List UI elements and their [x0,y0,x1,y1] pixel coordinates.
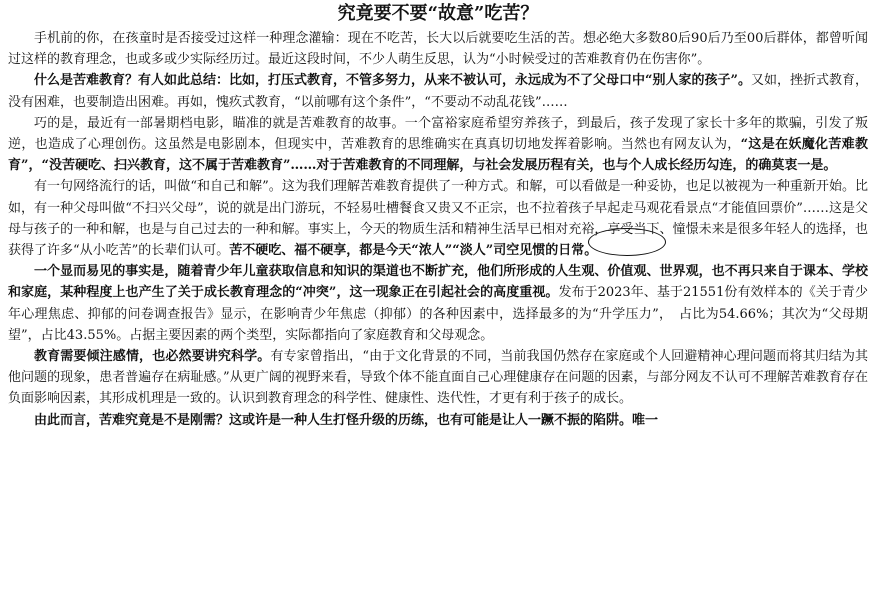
paragraph-1 [8,28,868,70]
paragraph-4-text: 有一句网络流行的话，叫做“和自己和解”。这为我们理解苦难教育提供了一种方式。和解，可以看做是一种妥协，也足以被视为一种重新开始。比如，有一种父母叫做“不扫兴父母”，说的就是出门游玩，不轻易吐槽餐食又贵又不正宗，也不拉着孩子早起走马观花看景点“才能值回票价”……这是父母与孩子的一种和解，也是与自己过去的一种和解。事实上，今天的物质生活和精神生活早已相对充裕，享受当下、憧憬未来是很多年轻人的选择，也获得了许多“从小吃苦”的长辈们认可。 [8,179,868,259]
article-title: 究竟要不要“故意”吃苦？ [337,3,539,24]
paragraph-4 [8,176,868,261]
paragraph-3 [8,113,868,177]
paragraph-5-bold: 一个显而易见的事实是，随着青少年儿童获取信息和知识的渠道也不断扩充，他们所形成的人生观、价值观、世界观，也不再只来自于课本、学校和家庭，某种程度上也产生了关于成长教育理念的“冲突”，这一现象正在引起社会的高度重视。 [8,264,868,301]
paragraph-2 [8,70,868,112]
paragraph-6 [8,346,868,410]
paragraph-7-bold: 由此而言，苦难究竟是不是刚需？这或许是一种人生打怪升级的历练，也有可能是让人一蹶不振的陷阱。唯一 [34,412,659,428]
paragraph-5-text: 发布于2023年、基于21551份有效样本的《关于青少年心理焦虑、抑郁的问卷调查报告》显示，在影响青少年焦虑（抑郁）的各种因素中，选择最多的为“升学压力”， 占比为54.66%；其次为“父母期望”，占比43.55%。占据主要因素的两个类型，实际都指向了家庭教育和父母观念。 [8,285,868,343]
article-page [0,2,876,594]
paragraph-5 [8,261,868,346]
paragraph-2-text: 又如，挫折式教育，没有困难，也要制造出困难。再如，愧疚式教育，“以前哪有这个条件”，“不要动不动乱花钱”…… [8,73,868,110]
paragraph-6-bold: 教育需要倾注感情，也必然要讲究科学。 [34,349,271,365]
paragraph-7 [8,410,868,431]
paragraph-3-text: 巧的是，最近有一部暑期档电影，瞄准的就是苦难教育的故事。一个富裕家庭希望穷养孩子，到最后，孩子发现了家长十多年的欺骗，引发了叛逆，也造成了心理创伤。这虽然是电影剧本，但现实中，苦难教育的思维确实在真真切切地发挥着影响。当然也有网友认为， [8,115,868,153]
paragraph-6-text: 有专家曾指出，“由于文化背景的不同，当前我国仍然存在家庭或个人回避精神心理问题而将其归结为其他问题的现象，患者普遍存在病耻感。”从更广阔的视野来看，导致个体不能直面自己心理健康存在问题的因素，与部分网友不认可不理解苦难教育存在负面影响因素，其形成机理是一致的。认识到教育理念的科学性、健康性、迭代性，才更有利于孩子的成长。 [8,349,868,407]
paragraph-4-bold-end: 苦不硬吃、福不硬享，都是今天“浓人”“淡人”司空见惯的日常。 [229,243,598,259]
paragraph-1-text: 手机前的你，在孩童时是否接受过这样一种理念灌输：现在不吃苦，长大以后就要吃生活的苦。想必绝大多数80后90后乃至00后群体，都曾听闻过这样的教育理念，也或多或少实际经历过。最近这段时间，不少人萌生反思，认为“小时候受过的苦难教育仍在伤害你”。 [8,31,868,68]
paragraph-2-bold: 什么是苦难教育？有人如此总结：比如，打压式教育，不管多努力，从来不被认可，永远成为不了父母口中“别人家的孩子”。 [34,73,751,89]
paragraph-3-bold-end: “这是在妖魔化苦难教育”，“没苦硬吃、扫兴教育，这不属于苦难教育”……对于苦难教育的不同理解，与社会发展历程有关，也与个人成长经历勾连，的确莫衷一是。 [8,137,868,174]
